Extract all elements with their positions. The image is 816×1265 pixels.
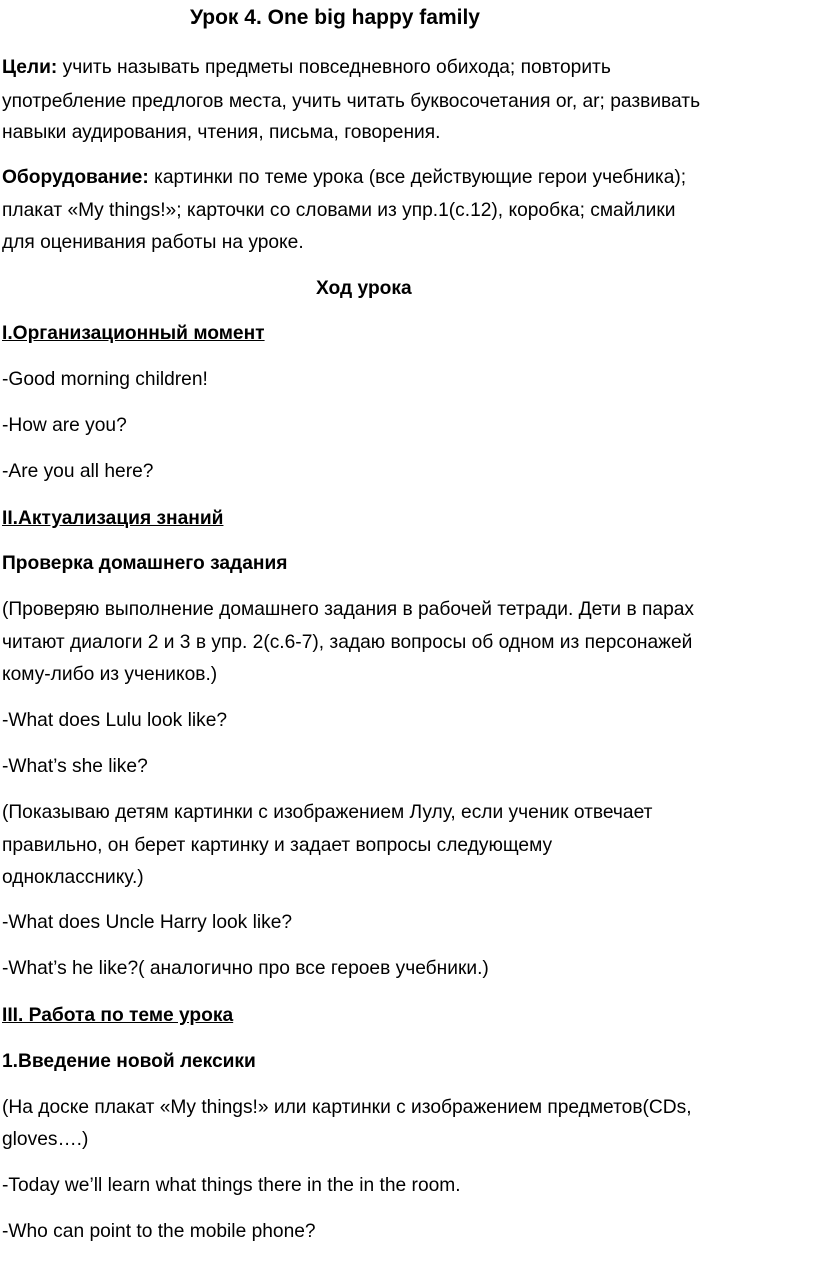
section-2-para-2-line-1: (Показываю детям картинки с изображением Лулу, если ученик отвечает bbox=[2, 802, 653, 823]
goals-line-1 bbox=[2, 52, 814, 84]
section-2-subheading: Проверка домашнего задания bbox=[2, 553, 288, 574]
section-3-para-1-line-1: (На доске плакат «My things!» или картинки с изображением предметов(CDs, bbox=[2, 1097, 692, 1118]
section-2-para-2-line-3: однокласснику.) bbox=[2, 867, 144, 888]
section-2-question-2: -What’s she like? bbox=[2, 756, 148, 777]
goals-label: Цели: bbox=[2, 57, 58, 78]
equipment-label: Оборудование: bbox=[2, 167, 149, 188]
section-3-line-1: -Today we’ll learn what things there in the in the room. bbox=[2, 1175, 461, 1196]
equipment-line-1 bbox=[2, 162, 814, 194]
section-2-heading: II.Актуализация знаний bbox=[2, 508, 224, 529]
section-1-heading: I.Организационный момент bbox=[2, 323, 265, 344]
section-3-line-2: -Who can point to the mobile phone? bbox=[2, 1221, 316, 1242]
section-2-question-3: -What does Uncle Harry look like? bbox=[2, 912, 293, 933]
lesson-title: Урок 4. One big happy family bbox=[190, 6, 480, 29]
section-2-question-4: -What’s he like?( аналогично про все героев учебники.) bbox=[2, 958, 489, 979]
section-2-para-2-line-2: правильно, он берет картинку и задает вопросы следующему bbox=[2, 835, 553, 856]
section-1-line-3: -Are you all here? bbox=[2, 461, 154, 482]
section-1-line-2: -How are you? bbox=[2, 415, 127, 436]
equipment-line-2: плакат «My things!»; карточки со словами из упр.1(с.12), коробка; смайлики bbox=[2, 200, 676, 221]
section-2-para-1-line-3: кому-либо из учеников.) bbox=[2, 664, 218, 685]
section-3-para-1-line-2: gloves….) bbox=[2, 1129, 89, 1150]
goals-line-2: употребление предлогов места, учить читать буквосочетания or, ar; развивать bbox=[2, 91, 701, 112]
section-1-line-1: -Good morning children! bbox=[2, 369, 208, 390]
lesson-flow-heading: Ход урока bbox=[316, 278, 412, 299]
section-3-subheading: 1.Введение новой лексики bbox=[2, 1051, 256, 1072]
section-2-para-1-line-2: читают диалоги 2 и 3 в упр. 2(с.6-7), задаю вопросы об одном из персонажей bbox=[2, 632, 693, 653]
section-2-question-1: -What does Lulu look like? bbox=[2, 710, 228, 731]
section-2-para-1-line-1: (Проверяю выполнение домашнего задания в рабочей тетради. Дети в парах bbox=[2, 599, 695, 620]
equipment-line-3: для оценивания работы на уроке. bbox=[2, 232, 304, 253]
goals-line-3: навыки аудирования, чтения, письма, говорения. bbox=[2, 122, 441, 143]
equipment-text-1: картинки по теме урока (все действующие герои учебника); bbox=[148, 167, 687, 188]
goals-text-1: учить называть предметы повседневного обихода; повторить bbox=[57, 57, 611, 78]
section-3-heading: III. Работа по теме урока bbox=[2, 1005, 234, 1026]
